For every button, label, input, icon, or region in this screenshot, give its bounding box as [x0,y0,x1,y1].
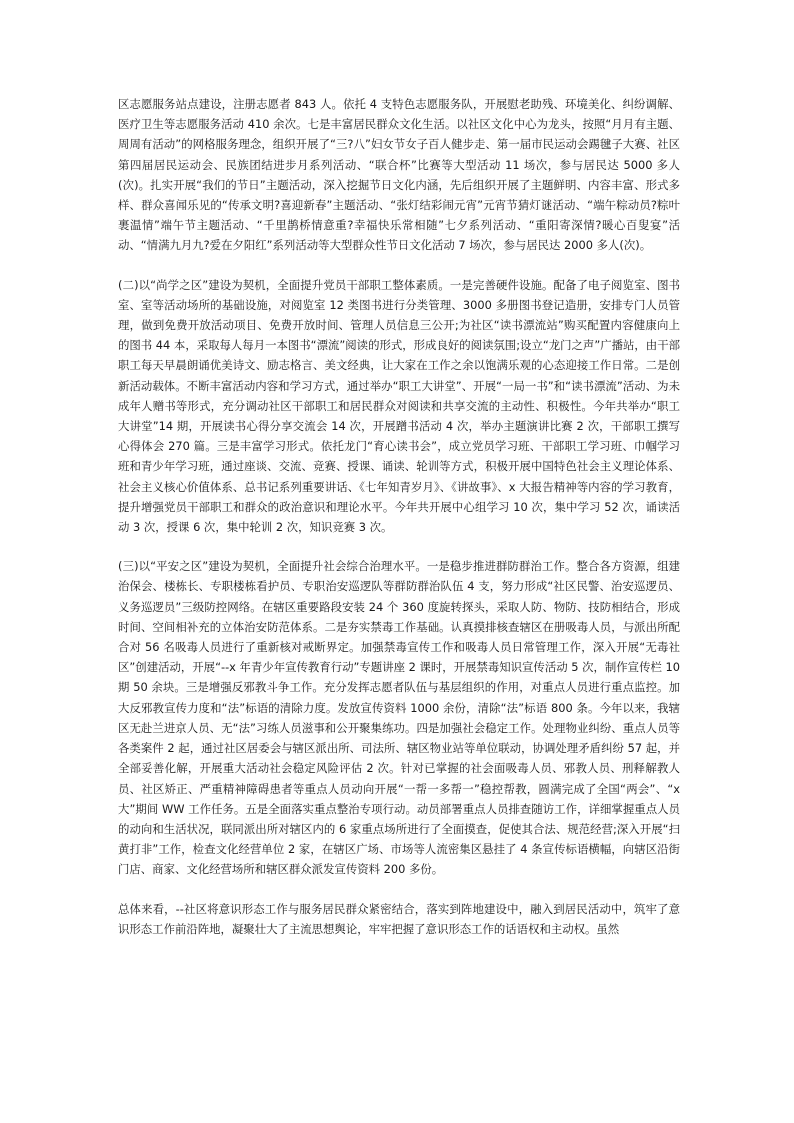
paragraph-summary: 总体来看，--社区将意识形态工作与服务居民群众紧密结合，落实到阵地建设中，融入到居民活动中，筑牢了意识形态工作前沿阵地，凝聚壮大了主流思想舆论，牢牢把握了意识形态工作的话语权和主动权。虽然 [118,901,680,936]
paragraph-volunteer-culture: 区志愿服务站点建设，注册志愿者 843 人。依托 4 支特色志愿服务队，开展慰老助残、环境美化、纠纷调解、医疗卫生等志愿服务活动 410 余次。七是丰富居民群众文化生活。以社区文化中心为龙头，按照“月月有主题、周周有活动”的网格服务理念，组织开展了“三?八”妇女节女子百人健步走、第一届市民运动会踢毽子大赛、社区第四届居民运动会、民族团结进步月系列活动、“联合杯”比赛等大型活动 11 场次，参与居民达 5000 多人(次)。扎实开展“我们的节日”主题活动，深入挖掘节日文化内涵，先后组织开展了主题鲜明、内容丰富、形式多样、群众喜闻乐见的“传承文明?喜迎新春”主题活动、“张灯结彩闹元宵”元宵节猜灯谜活动、“端午粽动员?粽叶裹温情”端午节主题活动、“千里鹊桥情意重?幸福快乐常相随”七夕系列活动、“重阳寄深情?暖心百叟宴”活动、“情满九月九?爱在夕阳红”系列活动等大型群众性节日文化活动 7 场次，参与居民达 2000 多人(次)。 [118,97,680,253]
paragraph-learning-district: (二)以“尚学之区”建设为契机，全面提升党员干部职工整体素质。一是完善硬件设施。配备了电子阅览室、图书室、室等活动场所的基础设施，对阅览室 12 类图书进行分类管理、3000 多册图书登记造册，安排专门人员管理，做到免费开放活动项目、免费开放时间、管理人员信息三公开;为社区“读书漂流站”购买配置内容健康向上的图书 44 本，采取每人每月一本图书“漂流”阅读的形式，形成良好的阅读氛围;设立“龙门之声”广播站，由干部职工每天早晨朗诵优美诗文、励志格言、美文经典，让大家在工作之余以饱满乐观的心态迎接工作日常。二是创新活动载体。不断丰富活动内容和学习方式，通过举办“职工大讲堂”、开展“一局一书”和“读书漂流”活动、为未成年人赠书等形式，充分调动社区干部职工和居民群众对阅读和共享交流的主动性、积极性。今年共举办“职工大讲堂”14 期，开展读书心得分享交流会 14 次，开展蹭书活动 4 次，举办主题演讲比赛 2 次，干部职工撰写心得体会 270 篇。三是丰富学习形式。依托龙门“育心读书会”，成立党员学习班、干部职工学习班、巾帼学习班和青少年学习班，通过座谈、交流、竞赛、授课、诵读、轮训等方式，积极开展中国特色社会主义理论体系、社会主义核心价值体系、总书记系列重要讲话、《七年知青岁月》、《讲故事》、x 大报告精神等内容的学习教育，提升增强党员干部职工和群众的政治意识和理论水平。今年共开展中心组学习 10 次，集中学习 52 次，诵读活动 3 次，授课 6 次，集中轮训 2 次，知识竞赛 3 次。 [118,277,680,535]
paragraph-safe-district: (三)以“平安之区”建设为契机，全面提升社会综合治理水平。一是稳步推进群防群治工作。整合各方资源，组建治保会、楼栋长、专职楼栋看护员、专职治安巡逻队等群防群治队伍 4 支，努力形成“社区民警、治安巡逻员、义务巡逻员”三级防控网络。在辖区重要路段安装 24 个 360 度旋转探头，采取人防、物防、技防相结合，形成时间、空间相补充的立体治安防范体系。二是夯实禁毒工作基础。认真摸排核查辖区在册吸毒人员，与派出所配合对 56 名吸毒人员进行了重新核对戒断界定。加强禁毒宣传工作和吸毒人员日常管理工作，深入开展“无毒社区”创建活动，开展“--x 年青少年宣传教育行动”专题讲座 2 课时，开展禁毒知识宣传活动 5 次，制作宣传栏 10 期 50 余块。三是增强反邪教斗争工作。充分发挥志愿者队伍与基层组织的作用，对重点人员进行重点监控。加大反邪教宣传力度和“法”标语的清除力度。发放宣传资料 1000 余份，清除“法”标语 800 条。今年以来，我辖区无赴兰进京人员、无“法”习练人员滋事和公开聚集练功。四是加强社会稳定工作。处理物业纠纷、重点人员等各类案件 2 起，通过社区居委会与辖区派出所、司法所、辖区物业站等单位联动，协调处理矛盾纠纷 57 起，并全部妥善化解，开展重大活动社会稳定风险评估 2 次。针对已掌握的社会面吸毒人员、邪教人员、刑释解教人员、社区矫正、严重精神障碍患者等重点人员动向开展“一帮一多帮一”稳控帮教，圆满完成了全国“两会”、“x 大”期间 WW 工作任务。五是全面落实重点整治专项行动。动员部署重点人员排查随访工作，详细掌握重点人员的动向和生活状况，联同派出所对辖区内的 6 家重点场所进行了全面摸查，促使其合法、规范经营;深入开展“扫黄打非”工作，检查文化经营单位 2 家，在辖区广场、市场等人流密集区悬挂了 4 条宣传标语横幅，向辖区沿街门店、商家、文化经营场所和辖区群众派发宣传资料 200 多份。 [118,559,680,877]
